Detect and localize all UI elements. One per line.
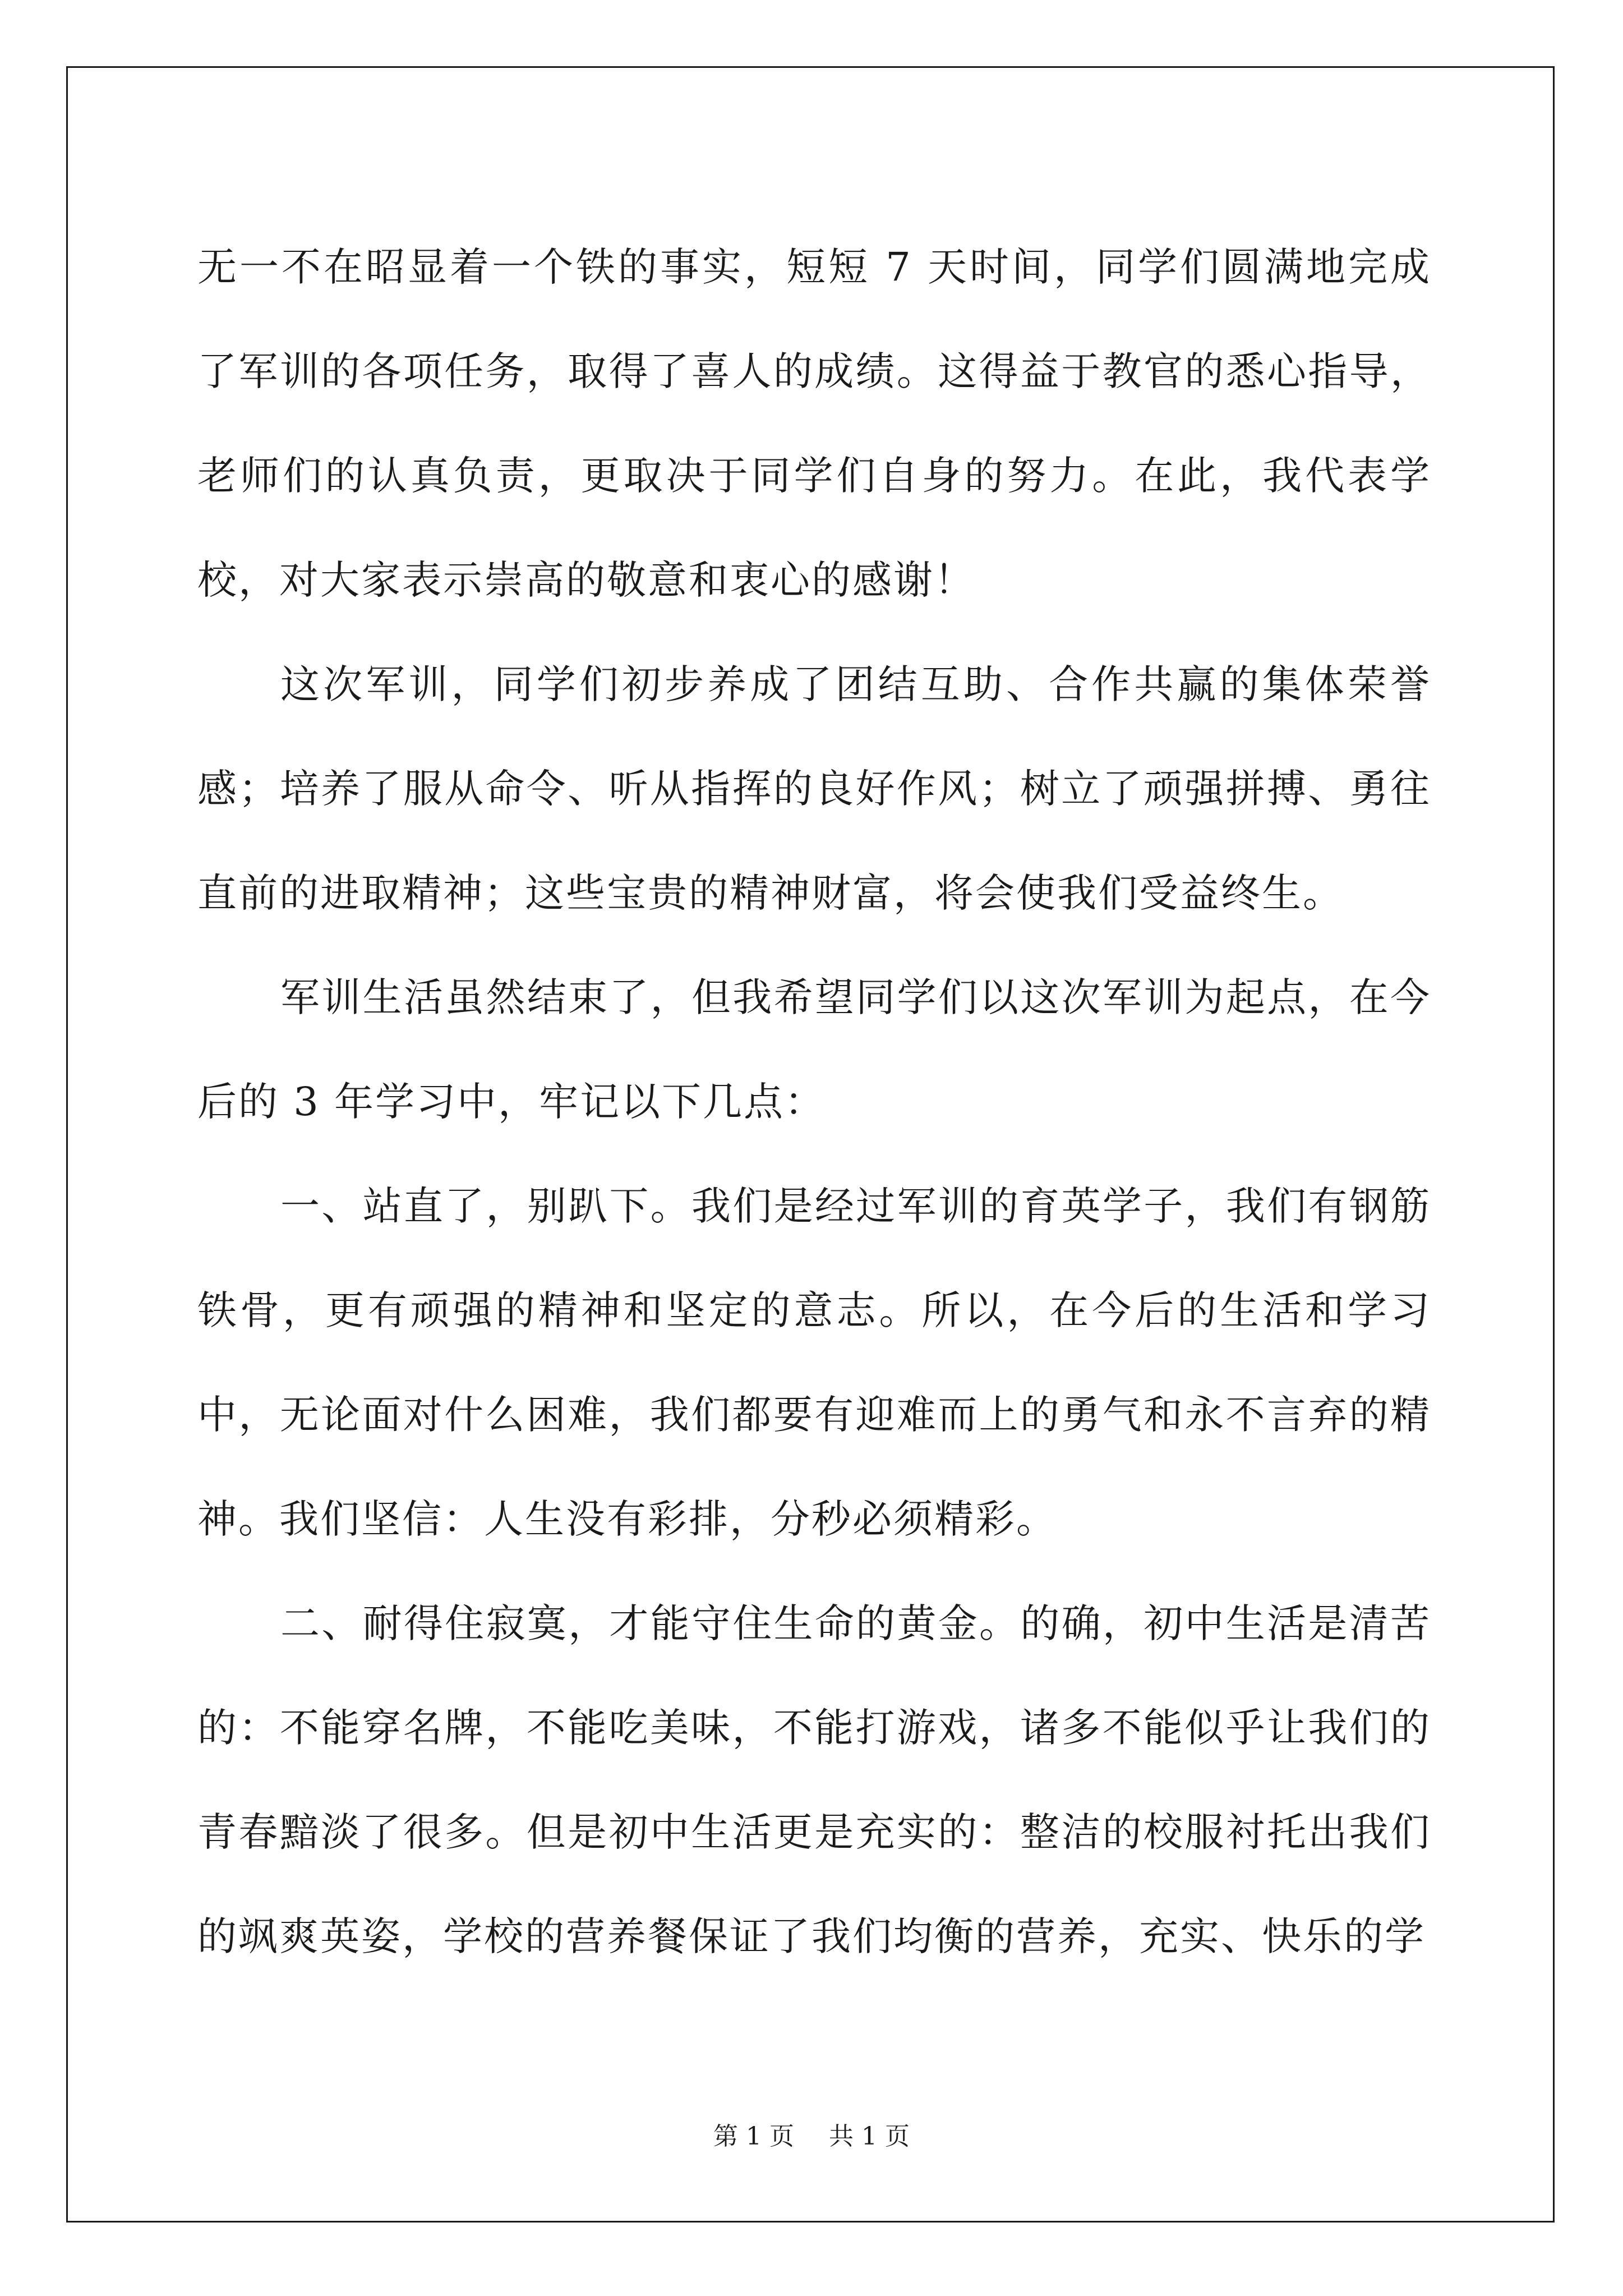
paragraph-5: 二、耐得住寂寞，才能守住生命的黄金。的确，初中生活是清苦的：不能穿名牌，不能吃美味，不能打游戏，诸多不能似乎让我们的青春黯淡了很多。但是初中生活更是充实的：整洁的校服衬托出我们的飒爽英姿，学校的营养餐保证了我们均衡的营养，充实、快乐的学	[197, 1600, 1431, 1959]
paragraph-2: 这次军训，同学们初步养成了团结互助、合作共赢的集体荣誉感；培养了服从命令、听从指挥的良好作风；树立了顽强拼搏、勇往直前的进取精神；这些宝贵的精神财富，将会使我们受益终生。	[197, 661, 1431, 916]
paragraph-3: 军训生活虽然结束了，但我希望同学们以这次军训为起点，在今后的 3 年学习中，牢记以下几点：	[197, 974, 1431, 1125]
document-body	[197, 215, 1431, 1989]
page-number: 第 1 页	[713, 2122, 794, 2151]
paragraph-4: 一、站直了，别趴下。我们是经过军训的育英学子，我们有钢筋铁骨，更有顽强的精神和坚定的意志。所以，在今后的生活和学习中，无论面对什么困难，我们都要有迎难而上的勇气和永不言弃的精神。我们坚信：人生没有彩排，分秒必须精彩。	[197, 1183, 1431, 1542]
page-total: 共 1 页	[829, 2122, 910, 2151]
paragraph-1: 无一不在昭显着一个铁的事实，短短 7 天时间，同学们圆满地完成了军训的各项任务，取得了喜人的成绩。这得益于教官的悉心指导，老师们的认真负责，更取决于同学们自身的努力。在此，我代表学校，对大家表示崇高的敬意和衷心的感谢！	[197, 244, 1431, 603]
page-footer	[0, 2116, 1623, 2152]
